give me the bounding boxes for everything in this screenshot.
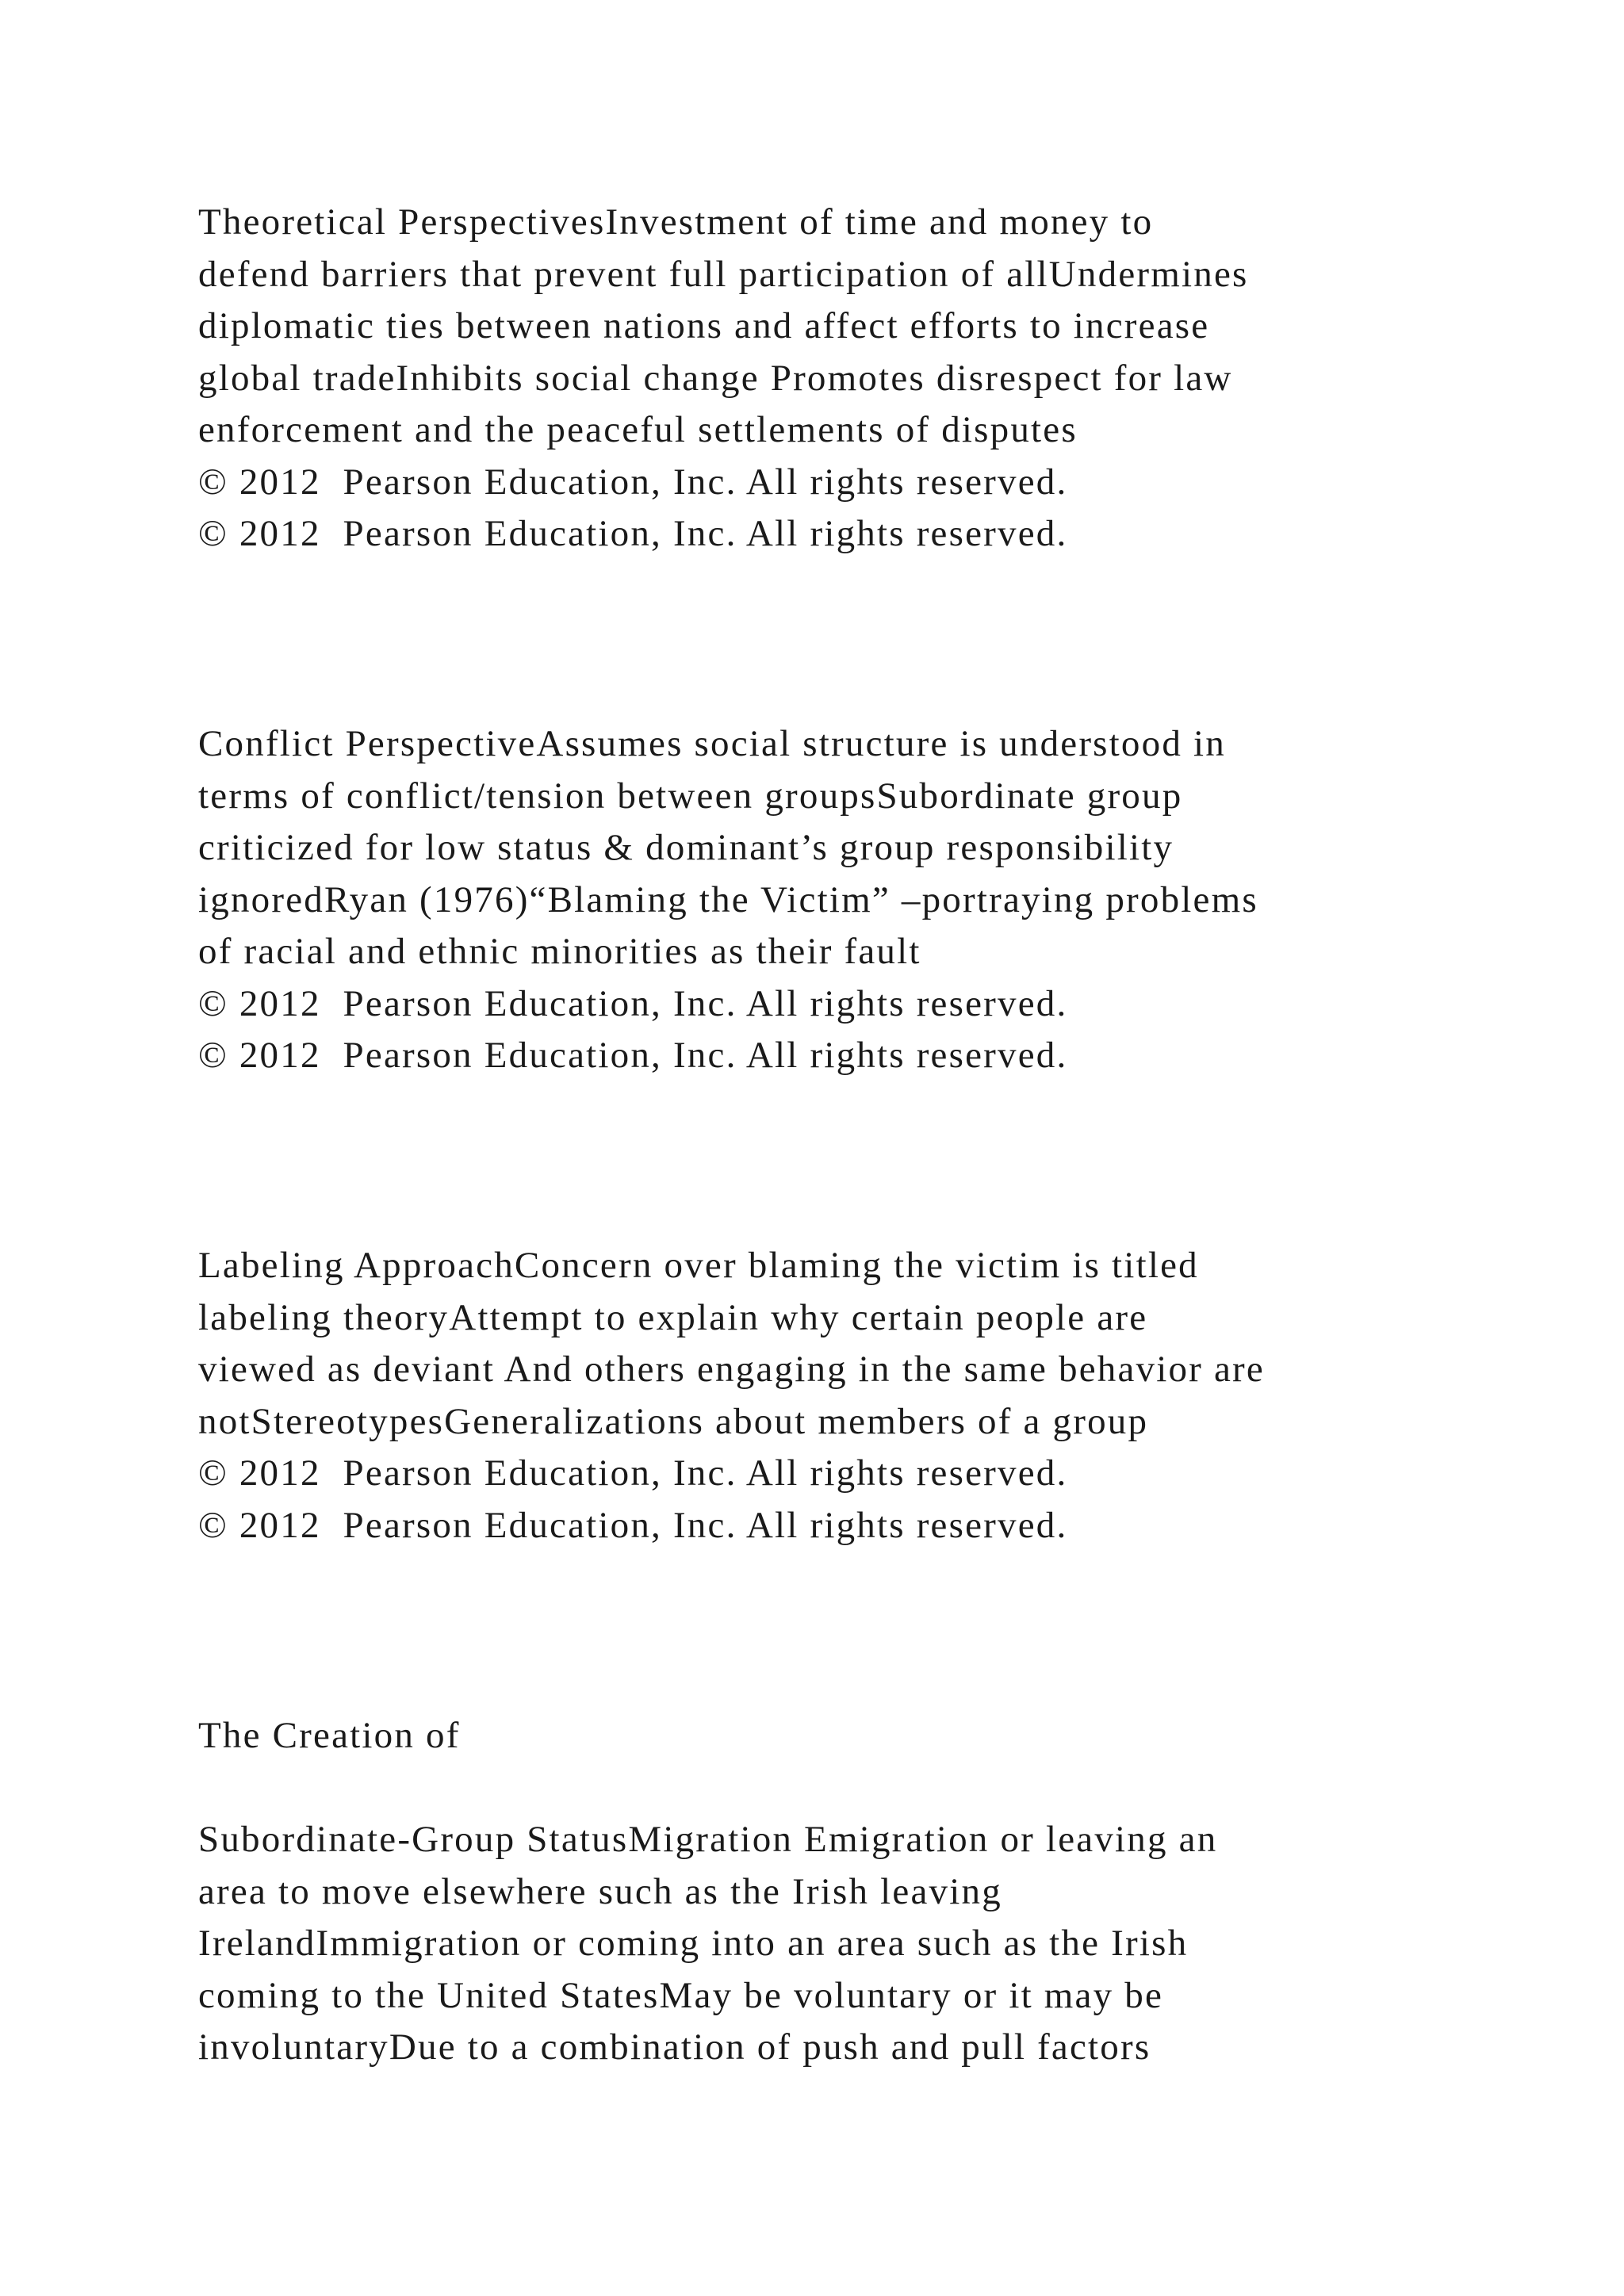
- text-line: Labeling ApproachConcern over blaming the victim is titled: [198, 1245, 1199, 1286]
- text-line: coming to the United StatesMay be voluntary or it may be: [198, 1974, 1164, 2016]
- text-line: terms of conflict/tension between groupsSubordinate group: [198, 775, 1183, 817]
- text-line: Conflict PerspectiveAssumes social structure is understood in: [198, 723, 1226, 764]
- section-heading: The Creation of: [198, 1715, 461, 1756]
- text-line: IrelandImmigration or coming into an area such as the Irish: [198, 1923, 1189, 1964]
- copyright-line: © 2012 Pearson Education, Inc. All rights reserved.: [198, 1035, 1068, 1076]
- text-line: viewed as deviant And others engaging in the same behavior are: [198, 1349, 1265, 1390]
- spacer: [198, 1762, 1467, 1815]
- section-creation-of-subordinate-group-status: [198, 1710, 1467, 2074]
- text-line: Subordinate-Group StatusMigration Emigration or leaving an: [198, 1819, 1218, 1860]
- text-line: diplomatic ties between nations and affect efforts to increase: [198, 305, 1210, 346]
- text-line: ignoredRyan (1976)“Blaming the Victim” –portraying problems: [198, 878, 1258, 920]
- text-line: criticized for low status & dominant’s group responsibility: [198, 827, 1174, 868]
- copyright-line: © 2012 Pearson Education, Inc. All rights reserved.: [198, 1452, 1068, 1494]
- text-line: enforcement and the peaceful settlements of disputes: [198, 409, 1078, 450]
- copyright-line: © 2012 Pearson Education, Inc. All rights reserved.: [198, 982, 1068, 1024]
- text-line: defend barriers that prevent full participation of allUndermines: [198, 253, 1249, 295]
- copyright-line: © 2012 Pearson Education, Inc. All rights reserved.: [198, 461, 1068, 503]
- text-line: Theoretical PerspectivesInvestment of time and money to: [198, 201, 1154, 243]
- text-line: global tradeInhibits social change Promotes disrespect for law: [198, 357, 1233, 399]
- copyright-line: © 2012 Pearson Education, Inc. All rights reserved.: [198, 1504, 1068, 1546]
- copyright-line: © 2012 Pearson Education, Inc. All rights reserved.: [198, 513, 1068, 554]
- section-labeling-approach: [198, 1240, 1467, 1552]
- text-line: area to move elsewhere such as the Irish leaving: [198, 1870, 1002, 1912]
- text-line: labeling theoryAttempt to explain why certain people are: [198, 1296, 1148, 1338]
- section-conflict-perspective: [198, 718, 1467, 1082]
- text-line: notStereotypesGeneralizations about members of a group: [198, 1400, 1149, 1442]
- text-line: of racial and ethnic minorities as their fault: [198, 931, 921, 972]
- text-line: involuntaryDue to a combination of push and pull factors: [198, 2026, 1151, 2068]
- section-theoretical-perspectives: [198, 197, 1467, 561]
